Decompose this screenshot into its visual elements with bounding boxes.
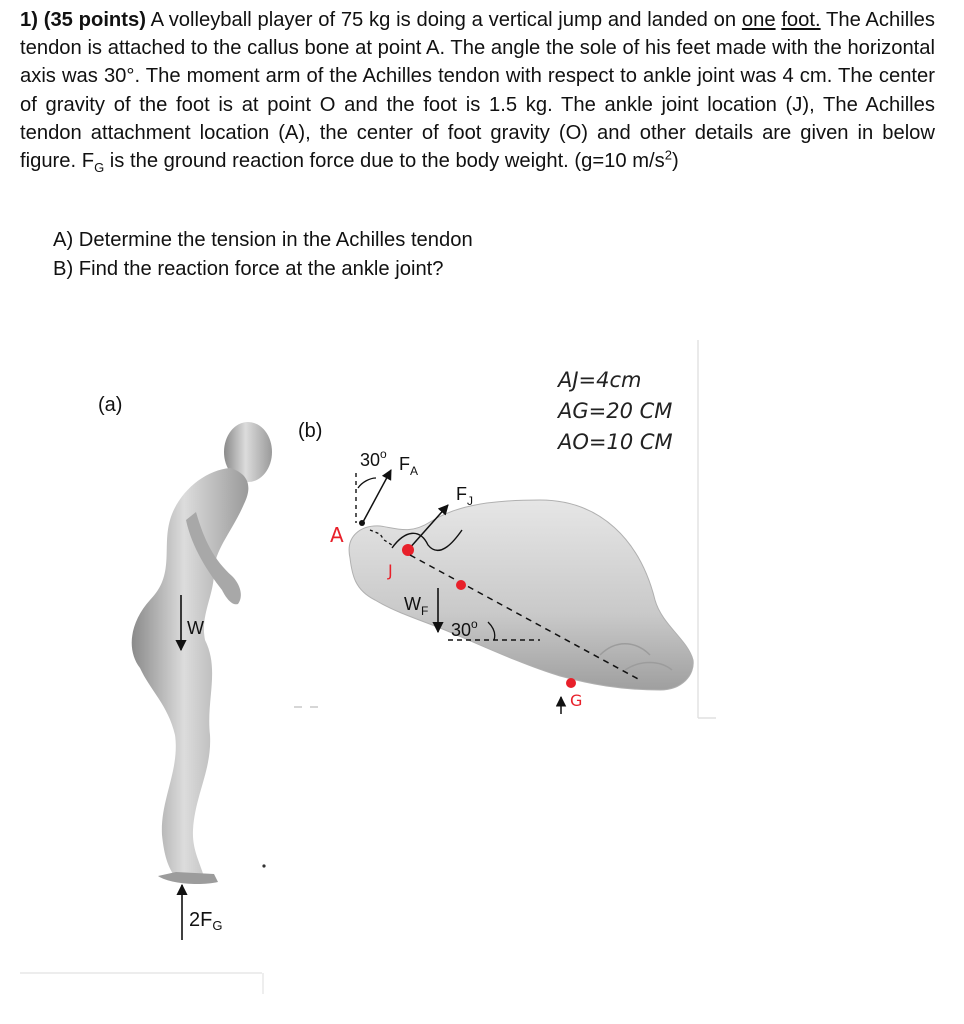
subscript-g: G xyxy=(94,160,105,176)
figure-b-label: (b) xyxy=(298,420,323,442)
question-a: A) Determine the tension in the Achilles tendon xyxy=(53,229,473,251)
achilles-force-arrow xyxy=(363,470,391,522)
stray-dot xyxy=(262,864,265,867)
jumper-figure xyxy=(132,422,272,884)
point-g-label: G xyxy=(570,691,583,710)
angle-sole-label: 30$^o$ xyxy=(451,617,478,640)
foot-weight-label: $W_F$ xyxy=(404,594,429,618)
underlined-foot: foot. xyxy=(781,9,821,31)
point-a-marker xyxy=(359,520,365,526)
underlined-one: one xyxy=(741,9,776,31)
problem-text-4: ) xyxy=(671,150,679,173)
weight-label: W xyxy=(187,618,204,638)
force-j-label: $F_J$ xyxy=(456,484,473,508)
jumper-foot xyxy=(158,872,218,884)
angle-arc-top xyxy=(358,478,376,488)
problem-text-3: is the ground reaction force due to the body weight. (g=10 m/s xyxy=(104,150,665,173)
ground-contact-marker xyxy=(566,678,576,688)
point-j-label: J xyxy=(388,561,393,580)
ground-force-label: $2F_G$ xyxy=(189,909,223,933)
center-of-gravity-marker xyxy=(456,580,466,590)
foot-shape xyxy=(349,500,693,690)
force-a-label: $F_A$ xyxy=(399,454,419,478)
joint-marker xyxy=(402,544,414,556)
problem-number: 1) xyxy=(20,9,38,31)
point-a-label: A xyxy=(330,523,344,547)
note-aj: AJ=4cm xyxy=(558,368,642,392)
problem-points: (35 points) xyxy=(43,9,146,31)
note-ao: AO=10 CM xyxy=(558,430,673,454)
figure-a-label: (a) xyxy=(98,394,123,416)
superscript-2: 2 xyxy=(664,147,672,163)
problem-text-2: The Achilles tendon is attached to the callus bone at point A. The angle the sole of his feet made with the horizontal axis was 30°. The moment arm of the Achilles tendon with respect to ankle joint was 4 cm. The center of gravity of the foot is at point O and the foot is 1.5 kg. The ankle joint location (J), The Achilles tendon attachment location (A), the center of foot gravity (O) and other details are given in below figure. F xyxy=(20,9,935,173)
angle-top-label: 30$^o$ xyxy=(360,447,387,470)
question-b: B) Find the reaction force at the ankle joint? xyxy=(53,257,444,280)
foot-figure xyxy=(349,500,693,690)
problem-text-1: A volleyball player of 75 kg is doing a vertical jump and landed on xyxy=(145,9,742,31)
note-ag: AG=20 CM xyxy=(558,399,673,423)
